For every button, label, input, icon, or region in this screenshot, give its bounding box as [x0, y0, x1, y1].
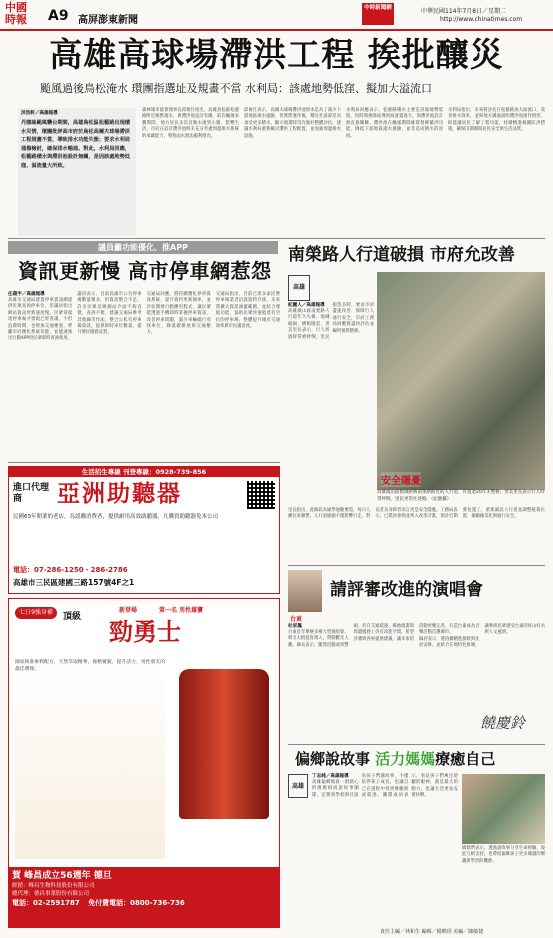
page-number: A9: [48, 8, 69, 24]
lead-intro: 丹娜絲颱風襲台期間，高雄鳥松區松藝路出現積水災情，環團批評高市府於鳥松高爾夫球場滯洪工程規畫不當，導致排水功能失衡；要求水利局通盤檢討，確保排水暢通。對此，水利局回應，松藝路積水與滯洪池設計無關，是因該處地勢低窪、溢流量大所致。: [21, 120, 130, 169]
ad-phone: 電話：07-286-1250・286-2786: [13, 566, 128, 574]
lead-intro-box: [18, 108, 136, 236]
hearing-aid-ad: [8, 466, 280, 594]
story2-body: 任義宇／高雄報導 高雄市交通局建置停車資訊網提供民眾查詢停車位，但議員指出網站資訊更新速度慢，民眾常抵達停車場才發現已經客滿，不但浪費時間，也增加交通壅塞，呼籲市府優化系統功能，並儘速推出行動APP供民眾即時查詢使用。 議員表示，目前高雄市公有停車場數量眾多，但資訊整合不足，許多民眾反映網站介面不夠直覺，查詢不便，建議交通局參考其他縣市作法，整合公私有停車場資訊，提供即時車位數量，提升便民服務品質。 交通局回應，將持續優化停車資訊系統，提升資料更新頻率，並評估開發行動應用程式，讓民眾能透過手機即時掌握停車資訊，改善停車問題，減少車輛繞行尋找車位，降低碳排放與交通壓力。 交通局指出，目前已與多家民營停車場業者洽談資料介接，未來將擴大資訊涵蓋範圍，並結合導航功能，協助民眾快速抵達有空位的停車場，整體提升城市交通效率與市民滿意度。: [8, 292, 280, 342]
story3-caption: 高雄鳳山區舊城路興南榮路附近的人行道，有超過20年未整修，善美里長表示行人時常絆倒，里民更常往逐路。（紀麗攝）: [377, 490, 545, 502]
logo-line-1: 中國: [5, 1, 27, 14]
brand-badge: [362, 3, 394, 25]
ad2-grade: 頂級: [63, 612, 82, 622]
story3-photo: [377, 272, 545, 490]
story4-body: 杜家鳳 台東近年舉辦多場大型演唱會，吸引大批遊客湧入，帶動觀光人潮。縣長表示，雖然活動成果豐碩，但在交通疏運、場地規畫與周邊服務上仍有改進空間，希望評審與各界提供建議，讓未來的活動更臻完善，打造台東成為音樂活動首選城市。 縣府表示，將持續精進接駁與住宿安排，並結合在地特色推廣，讓參與民眾感受台東的好山好水與人文風情。: [288, 624, 545, 649]
ad2-free: 免付費電話：0800-736-736: [88, 899, 185, 907]
brand-name: 中時新聞網: [364, 5, 392, 11]
story5-body: 丁志純／高雄報導 高雄偏鄉地區一群熱心的媽媽組成說故事團隊，定期到學校與社區為孩子們講故事，不僅陪伴孩子成長，也讓自己在過程中找到療癒與成就感。團隊成員表示，看見孩子們專注聆聽的眼神，就是最大的動力，也讓生活更加充實快樂。: [312, 774, 458, 799]
story5-location-badge: [288, 774, 308, 798]
story3-body-bottom: 里長指出，此路段為通學通勤要道，每日人潮往來頻繁，人行道破損不僅影響行走，對長者及身障者而言更是安全隱憂。工務局表示，已派員會勘並列入改善計畫，預計近期發包施工，重新鋪設人行道並調整植栽位置，兼顧綠美化與通行安全。: [288, 508, 545, 520]
ad2-badge: 新登場: [119, 607, 138, 614]
ad-address: 高雄市三民區建國三路157號4F之1: [13, 578, 135, 587]
ad2-company1: 經銷：峰昌生物科技股份有限公司: [12, 883, 95, 889]
story4-author-photo: [288, 570, 322, 612]
story3-photo-label: 安全隱憂: [381, 472, 421, 487]
qr-code-icon: [247, 481, 275, 509]
story5-headline: [295, 748, 545, 770]
ad-tag: 進口代理商: [13, 483, 50, 504]
ad2-info: 國家核准專利配方，天然萃取精華，養精蓄銳，提升活力，男性朋友的最佳選擇。: [15, 659, 165, 859]
ad-hotline: 生活招生專線 刊登專線：0928-739-856: [81, 468, 207, 476]
ad2-sub: 第一名 男性雄寶: [159, 607, 204, 614]
right-divider-1: [288, 565, 545, 566]
story4-headline: 請評審改進的演唱會: [330, 580, 483, 600]
logo-line-2: 時報: [5, 13, 27, 26]
newspaper-logo: [5, 2, 43, 28]
left-column-divider: [8, 462, 280, 463]
story5-body-2: 媽媽們表示，透過說故事分享生命經驗，彼此互相支持，也帶給偏鄉孩子更多閱讀的樂趣與學習的機會。: [462, 846, 545, 864]
lead-divider: [8, 238, 545, 239]
ad-brand: 亞洲助聽器: [57, 481, 182, 507]
lead-subheadline: 颱風過後鳥松淹水 環團指選址及規畫不當 水利局：該處地勢低窪、擬加大溢流口: [40, 82, 432, 95]
story2-kicker-text: 議員籲功能優化、推APP: [98, 243, 188, 252]
ad2-tel: 電話：02-2591787: [12, 899, 80, 907]
story3-byline: 紀麗人／高雄報導: [288, 303, 325, 308]
site-url: http://www.chinatimes.com: [440, 16, 523, 23]
story4-label: 台東: [290, 616, 303, 623]
story2-byline: 任義宇／高雄報導: [8, 292, 45, 297]
story5-photo: [462, 774, 545, 844]
ad2-bottom-bar: [9, 867, 279, 927]
ad-hotline-bar: [9, 467, 279, 477]
masthead-rule: [0, 29, 553, 31]
ad2-phones: [12, 898, 276, 908]
footer-editors: 責任主編／林和生 編輯／楊曉玥 美編／陳敏捷: [380, 929, 484, 935]
ad-body: 民國63年開業的老店，為認購消費者，提供耐用高效助聽器，凡購買助聽器免本公司: [13, 514, 219, 520]
issue-date: 中華民國114年7月8日／星期二: [421, 8, 507, 15]
product-bottle-image: [179, 669, 269, 819]
right-divider-2: [288, 744, 545, 745]
lead-byline: 洪浩軒／高雄報導: [21, 111, 58, 116]
lead-body: 森林城市協會理事長邱俊仕指出，高雄鳥松區松藝路附近頻繁淹水，與滯洪池設計有關，前次颱風來襲期間，地方居民多次反映水淹到小腿，影響生活。市府在設計滯洪池時未充分考慮周邊排水系統的承載能力，導致雨水無法順利排出。 邱俊仕表示，高爾夫球場滯洪池原本是為了減少下游地區淹水風險，但實際運作後，鄰近社區卻反而承受更多積水，顯示規畫時沒有做好整體評估，建議水利局重新檢討滯洪工程配置，並加強周邊排水設施。 水利局回應表示，松藝路積水主要是該處地勢低窪，短時間強降雨導致溢流量過大，與滯洪池設計無直接關聯。滯洪池在颱風期間確實發揮蓄洪功能，降低下游地區淹水風險，並非造成積水的原因。 水利局指出，未來將評估在松藝路加大溢流口，改善排水效率，並與地方溝通說明滯洪池運作情形，盼能讓居民了解工程功能，持續精進相關防洪措施，確保汛期期間居民安全與生活品質。: [142, 108, 545, 139]
lead-headline: 高雄高球場滯洪工程 挨批釀災: [49, 35, 504, 74]
supplement-ad: [8, 598, 280, 928]
story5-title-b: 活力媽媽: [375, 750, 436, 768]
story5-title-c: 療癒自己: [435, 750, 496, 768]
story3-headline: 南榮路人行道破損 市府允改善: [288, 245, 515, 265]
story2-kicker: [8, 241, 278, 254]
story3-body-top: 紀麗人／高雄報導 高雄鳳山區南榮路人行道年久失修，地磚破損、樹根隆起，善美里長表示，行人經過時常被絆倒，里民抱怨多時，要求市府盡速改善，保障行人通行安全，市府工務局回應將盡快評估並編列預算整修。: [288, 303, 374, 340]
story5-label: 高雄: [291, 783, 304, 790]
story4-signature: 饒慶鈴: [480, 714, 526, 732]
section-name: 高屏澎東新聞: [78, 15, 138, 26]
story5-title-a: 偏鄉說故事: [295, 750, 376, 768]
story2-headline: 資訊更新慢 高市停車網惹怨: [18, 259, 272, 283]
story5-byline: 丁志純／高雄報導: [312, 774, 349, 779]
ad2-product: 勁勇士: [109, 618, 181, 646]
ad2-company2: 總代理：德昌事業股份有限公司: [12, 891, 90, 897]
story3-location-badge: 高雄: [288, 275, 310, 301]
story4-byline: 杜家鳳: [288, 624, 302, 629]
ad2-anniversary: 賀 峰昌成立56週年 德旦: [12, 871, 112, 881]
ad2-days: 七日9強身補: [15, 607, 57, 619]
